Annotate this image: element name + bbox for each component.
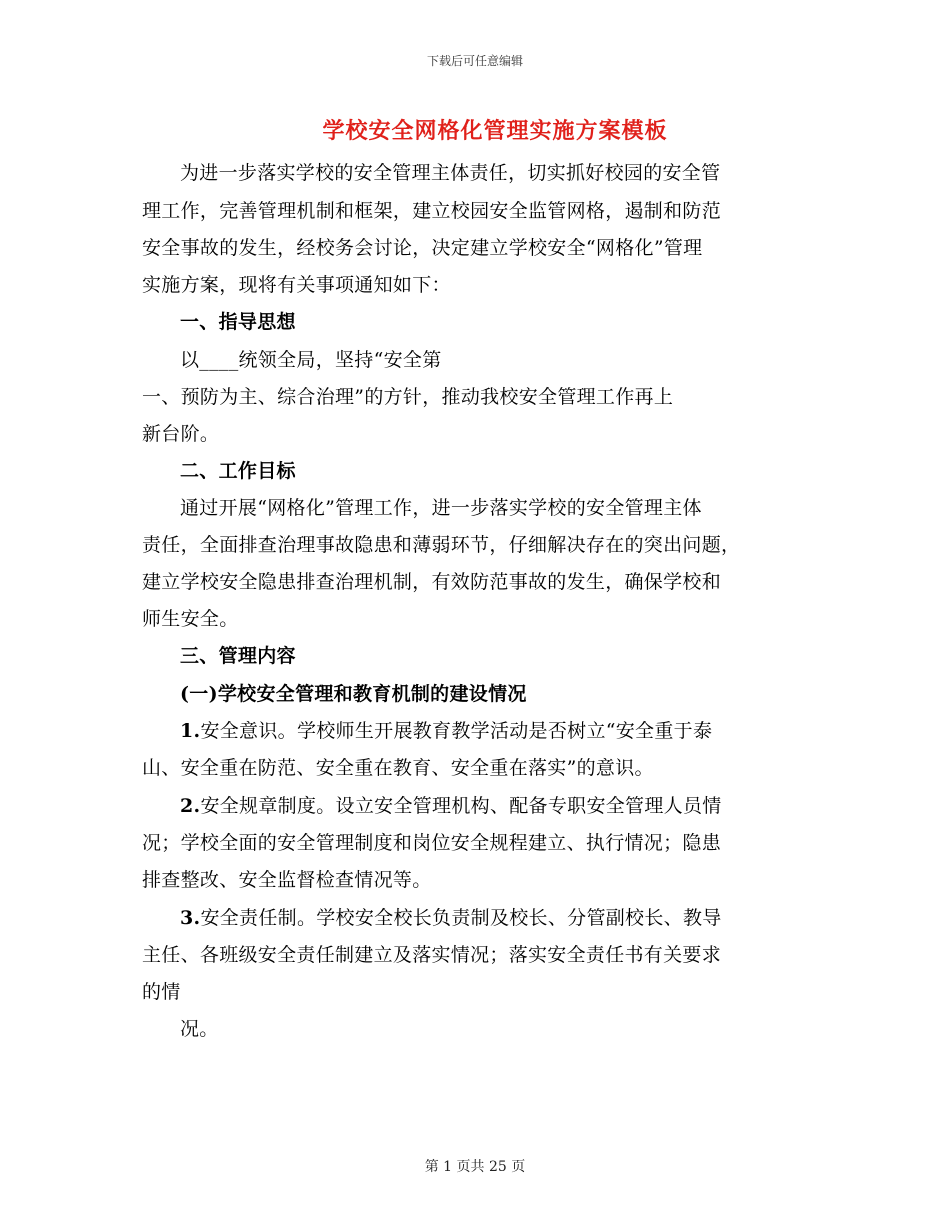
item-2-number: 2.	[180, 795, 201, 817]
item-3-line-4: 况。	[180, 1018, 219, 1040]
section-2-line-1: 通过开展“网格化”管理工作，进一步落实学校的安全管理主体	[180, 497, 702, 519]
item-1-number: 1.	[180, 720, 201, 742]
section-1-line-3: 新台阶。	[142, 423, 220, 445]
subsection-heading: (一)学校安全管理和教育机制的建设情况	[180, 683, 527, 705]
section-2-line-4: 师生安全。	[142, 608, 239, 630]
intro-line-3: 安全事故的发生，经校务会讨论，决定建立学校安全“网格化”管理	[142, 237, 703, 259]
item-3-line-1	[180, 903, 722, 930]
item-3-line-2: 主任、各班级安全责任制建立及落实情况；落实安全责任书有关要求	[142, 944, 722, 966]
item-3-line-3: 的情	[142, 981, 181, 1003]
item-2-text: 安全规章制度。设立安全管理机构、配备专职安全管理人员情	[200, 795, 722, 817]
item-2-line-3: 排查整改、安全监督检查情况等。	[142, 869, 432, 891]
item-3-text: 安全责任制。学校安全校长负责制及校长、分管副校长、教导	[200, 907, 722, 929]
section-2-line-2: 责任，全面排查治理事故隐患和薄弱环节，仔细解决存在的突出问题，	[142, 534, 741, 556]
section-heading-3: 三、管理内容	[180, 645, 296, 667]
item-1-line-1	[180, 716, 712, 743]
item-2-line-2: 况；学校全面的安全管理制度和岗位安全规程建立、执行情况；隐患	[142, 832, 722, 854]
intro-line-2: 理工作，完善管理机制和框架，建立校园安全监管网格，遏制和防范	[142, 200, 722, 222]
section-2-line-3: 建立学校安全隐患排查治理机制，有效防范事故的发生，确保学校和	[142, 571, 722, 593]
item-1-line-2: 山、安全重在防范、安全重在教育、安全重在落实”的意识。	[142, 757, 654, 779]
intro-line-4: 实施方案，现将有关事项通知如下：	[142, 274, 451, 296]
item-3-number: 3.	[180, 907, 201, 929]
intro-line-1: 为进一步落实学校的安全管理主体责任，切实抓好校园的安全管	[180, 162, 721, 184]
page-footer: 第 1 页共 25 页	[424, 1159, 526, 1175]
item-1-text: 安全意识。学校师生开展教育教学活动是否树立“安全重于泰	[200, 720, 713, 742]
header-note: 下载后可任意编辑	[426, 54, 523, 68]
document-title: 学校安全网格化管理实施方案模板	[322, 118, 668, 144]
section-1-line-2: 一、预防为主、综合治理”的方针，推动我校安全管理工作再上	[142, 386, 674, 408]
item-2-line-1	[180, 791, 722, 818]
section-heading-2: 二、工作目标	[180, 460, 296, 482]
section-1-line-1: 以____统领全局，坚持“安全第	[180, 349, 442, 371]
section-heading-1: 一、指导思想	[180, 311, 296, 333]
